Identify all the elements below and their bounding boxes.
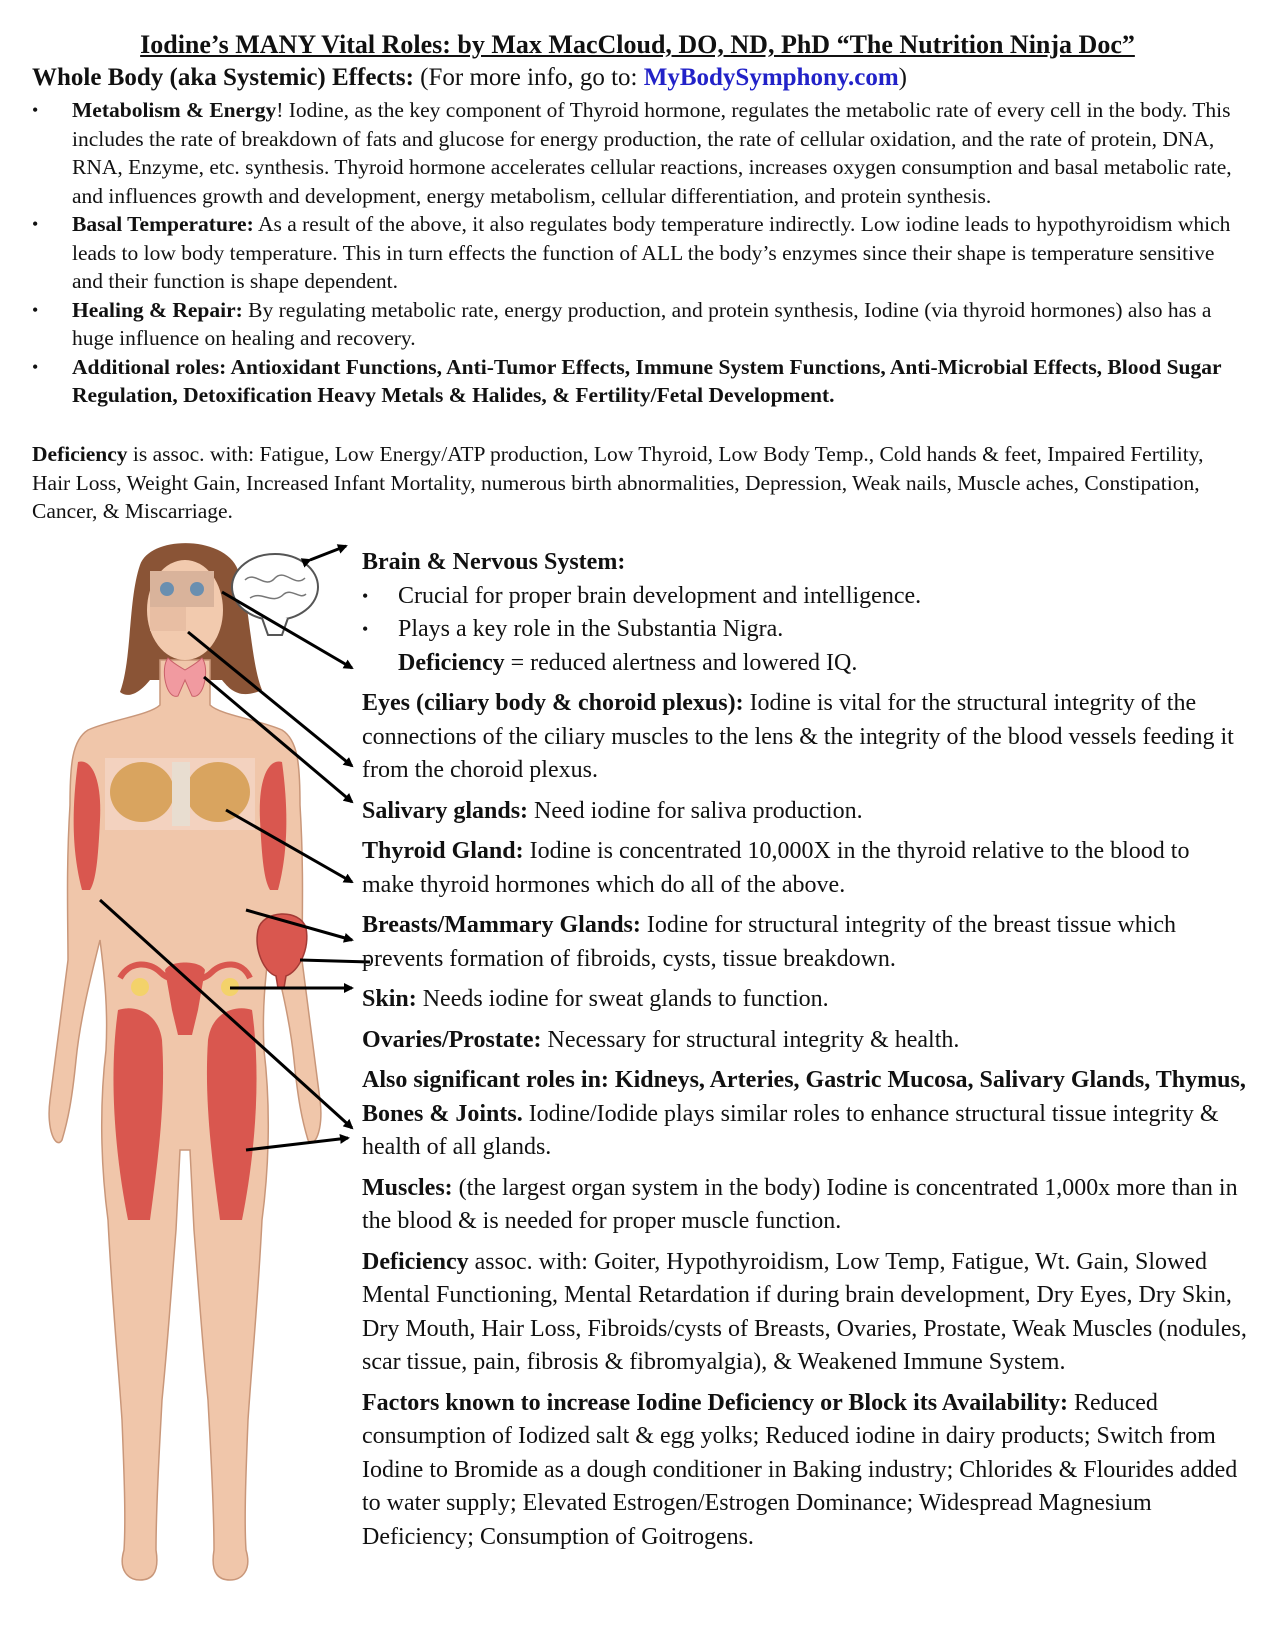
deficiency-text: assoc. with: Goiter, Hypothyroidism, Low Temp, Fatigue, Wt. Gain, Slowed Mental Functioning, Mental Retardation if during brain development, Dry Eyes, Dry Skin, Dry Mouth, Hair Loss, Fibroids/cysts of Breasts, Ovaries, Prostate, Weak Muscles (nodules, scar tissue, pain, fibrosis & fibromyalgia), & Weakened Immune System. — [362, 1248, 1247, 1375]
item-text: ! Iodine, as the key component of Thyroid hormone, regulates the metabolic rate of every cell in the body. This includes the rate of breakdown of fats and glucose for energy production, the rate of cellular oxidation, and the rate of protein, DNA, RNA, Enzyme, etc. synthesis. Thyroid hormone accelerates cellular reactions, increases oxygen consumption and basal metabolic rate, and influences growth and development, energy metabolism, cellular differentiation, and protein synthesis. — [72, 98, 1232, 208]
list-item-healing — [32, 296, 1240, 353]
factors-label: Factors known to increase Iodine Deficiency or Block its Availability: — [362, 1389, 1068, 1416]
anatomy-diagram — [0, 540, 370, 1650]
eyes-section — [362, 687, 1247, 788]
more-info-prefix: (For more info, go to: — [413, 64, 644, 91]
mouth-photo — [150, 607, 186, 631]
item-label: Additional roles: Antioxidant Functions, Anti-Tumor Effects, Immune System Functions, Anti-Microbial Effects, Blood Sugar Regulation, Detoxification Heavy Metals & Halides, & Fertility/Fetal Development. — [72, 354, 1222, 407]
systemic-list — [32, 96, 1240, 410]
left-eye-icon — [160, 582, 174, 596]
ovaries-text: Necessary for structural integrity & health. — [541, 1026, 960, 1053]
factors-text: Reduced consumption of Iodized salt & egg yolks; Reduced iodine in dairy products; Switch from Iodine to Bromide as a dough conditioner in Baking industry; Chlorides & Flourides added to water supply; Elevated Estrogen/Estrogen Dominance; Widespread Magnesium Deficiency; Consumption of Goitrogens. — [362, 1389, 1238, 1550]
brain-deficiency — [362, 647, 1247, 681]
arrow-brain — [310, 546, 346, 560]
item-text: By regulating metabolic rate, energy production, and protein synthesis, Iodine (via thyroid hormones) also has a huge influence on healing and recovery. — [72, 297, 1212, 350]
deficiency-section — [362, 1246, 1247, 1380]
brain-section — [362, 546, 1247, 680]
salivary-text: Need iodine for saliva production. — [528, 797, 863, 824]
deficiency-text: = reduced alertness and lowered IQ. — [504, 649, 858, 676]
arrow-prostate — [300, 960, 370, 964]
deficiency-summary — [32, 440, 1242, 526]
skin-section — [362, 983, 1247, 1017]
right-eye-icon — [190, 582, 204, 596]
breasts-label: Breasts/Mammary Glands: — [362, 912, 641, 938]
deficiency-label: Deficiency — [398, 649, 505, 676]
body-illustration — [0, 540, 370, 1650]
brain-bullets — [362, 580, 1247, 647]
list-item: • Crucial for proper brain development and intelligence. — [362, 580, 1247, 614]
ovaries-section — [362, 1024, 1247, 1058]
systemic-heading-label: Whole Body (aka Systemic) Effects: — [32, 64, 414, 91]
skin-label: Skin: — [362, 986, 417, 1012]
more-info-suffix: ) — [898, 64, 907, 91]
thyroid-text: Iodine is concentrated 10,000X in the thyroid relative to the blood to make thyroid hormones which do all of the above. — [362, 838, 1190, 898]
deficiency-text: is assoc. with: Fatigue, Low Energy/ATP production, Low Thyroid, Low Body Temp., Cold hands & feet, Impaired Fertility, Hair Loss, Weight Gain, Increased Infant Mortality, numerous birth abnormalities, Depression, Weak nails, Muscle aches, Constipation, Cancer, & Miscarriage. — [32, 442, 1204, 523]
breasts-text: Iodine for structural integrity of the breast tissue which prevents formation of fibroids, cysts, tissue breakdown. — [362, 912, 1177, 972]
skin-text: Needs iodine for sweat glands to function. — [416, 986, 829, 1012]
muscles-text: (the largest organ system in the body) Iodine is concentrated 1,000x more than in the blood & is needed for proper muscle function. — [362, 1174, 1238, 1234]
list-item-metabolism — [32, 96, 1240, 210]
muscles-section — [362, 1172, 1247, 1239]
eyes-label: Eyes (ciliary body & choroid plexus): — [362, 690, 744, 716]
deficiency-label: Deficiency — [32, 442, 128, 466]
item-label: Metabolism & Energy — [72, 98, 277, 122]
item-label: Basal Temperature: — [72, 212, 254, 236]
site-link[interactable]: MyBodySymphony.com — [643, 64, 899, 91]
list-item: • Plays a key role in the Substantia Nigra. — [362, 613, 1247, 647]
breasts-photo — [105, 758, 255, 830]
factors-section — [362, 1387, 1247, 1555]
also-label: Also significant roles in: Kidneys, Arteries, Gastric Mucosa, Salivary Glands, Thymus, Bones & Joints. — [362, 1067, 1246, 1127]
salivary-section — [362, 795, 1247, 829]
item-text: As a result of the above, it also regulates body temperature indirectly. Low iodine leads to hypothyroidism which leads to low body temperature. This in turn effects the function of ALL the body’s enzymes since their shape is temperature sensitive and their function is shape dependent. — [72, 212, 1231, 293]
list-item-additional-roles — [32, 353, 1240, 410]
item-label: Healing & Repair: — [72, 297, 243, 322]
breasts-section — [362, 909, 1247, 976]
salivary-label: Salivary glands: — [362, 797, 529, 824]
organ-roles — [362, 546, 1247, 1561]
ovaries-label: Ovaries/Prostate: — [362, 1026, 542, 1053]
thyroid-section — [362, 835, 1247, 902]
thyroid-label: Thyroid Gland: — [362, 838, 524, 864]
page-title: Iodine’s MANY Vital Roles: by Max MacCloud, DO, ND, PhD “The Nutrition Ninja Doc” — [140, 30, 1135, 59]
eyes-text: Iodine is vital for the structural integrity of the connections of the ciliary muscles to the lens & the integrity of the blood vessels feeding it from the choroid plexus. — [362, 690, 1234, 783]
eyes-photo — [150, 571, 214, 607]
deficiency-label: Deficiency — [362, 1248, 469, 1275]
brain-label: Brain & Nervous System: — [362, 549, 626, 575]
also-section — [362, 1064, 1247, 1165]
muscles-label: Muscles: — [362, 1174, 453, 1201]
list-item-basal-temperature — [32, 210, 1240, 296]
systemic-heading — [32, 64, 907, 92]
also-text: Iodine/Iodide plays similar roles to enhance structural tissue integrity & health of all glands. — [362, 1100, 1219, 1160]
